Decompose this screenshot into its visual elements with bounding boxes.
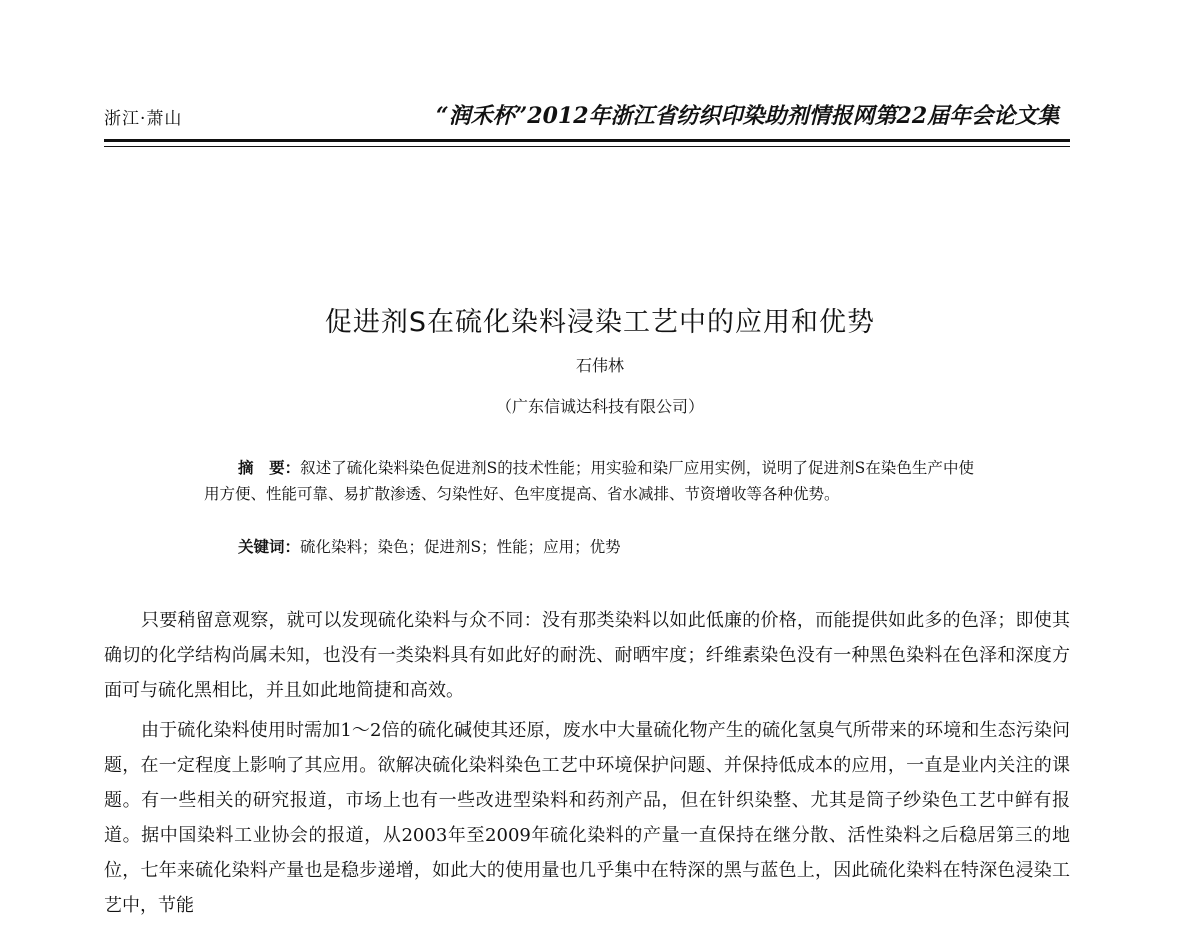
author-name: 石伟林 [575, 356, 624, 375]
abstract-paragraph [204, 455, 974, 507]
paper-title: 促进剂S在硫化染料浸染工艺中的应用和优势 [324, 307, 876, 338]
running-header-location: 浙江·萧山 [104, 109, 183, 129]
abstract-label: 摘 要： [238, 459, 301, 477]
header-rule-thin [104, 146, 1070, 147]
header-rule-thick [104, 139, 1070, 142]
abstract [204, 455, 974, 507]
body-text [104, 603, 1070, 928]
body-paragraph-1: 只要稍留意观察，就可以发现硫化染料与众不同：没有那类染料以如此低廉的价格，而能提供如此多的色泽；即使其确切的化学结构尚属未知，也没有一类染料具有如此好的耐洗、耐晒牢度；纤维素染色没有一种黑色染料在色泽和深度方面可与硫化黑相比，并且如此地简捷和高效。 [104, 610, 1070, 701]
keywords-text: 硫化染料；染色；促进剂S；性能；应用；优势 [300, 538, 621, 556]
running-header-proceedings: “润禾杯”2012年浙江省纺织印染助剂情报网第22届年会论文集 [436, 103, 1060, 129]
body-paragraph-2: 由于硫化染料使用时需加1～2倍的硫化碱使其还原，废水中大量硫化物产生的硫化氢臭气所带来的环境和生态污染问题，在一定程度上影响了其应用。欲解决硫化染料染色工艺中环境保护问题、并保持低成本的应用，一直是业内关注的课题。有一些相关的研究报道，市场上也有一些改进型染料和药剂产品，但在针织染整、尤其是筒子纱染色工艺中鲜有报道。据中国染料工业协会的报道，从2003年至2009年硫化染料的产量一直保持在继分散、活性染料之后稳居第三的地位，七年来硫化染料产量也是稳步递增，如此大的使用量也几乎集中在特深的黑与蓝色上，因此硫化染料在特深色浸染工艺中，节能 [104, 720, 1070, 916]
author-affiliation: （广东信诚达科技有限公司） [495, 397, 704, 416]
keywords [238, 535, 974, 557]
abstract-text: 叙述了硫化染料染色促进剂S的技术性能；用实验和染厂应用实例，说明了促进剂S在染色生产中使用方便、性能可靠、易扩散渗透、匀染性好、色牢度提高、省水减排、节资增收等各种优势。 [204, 459, 974, 503]
keywords-label: 关键词： [238, 538, 301, 556]
